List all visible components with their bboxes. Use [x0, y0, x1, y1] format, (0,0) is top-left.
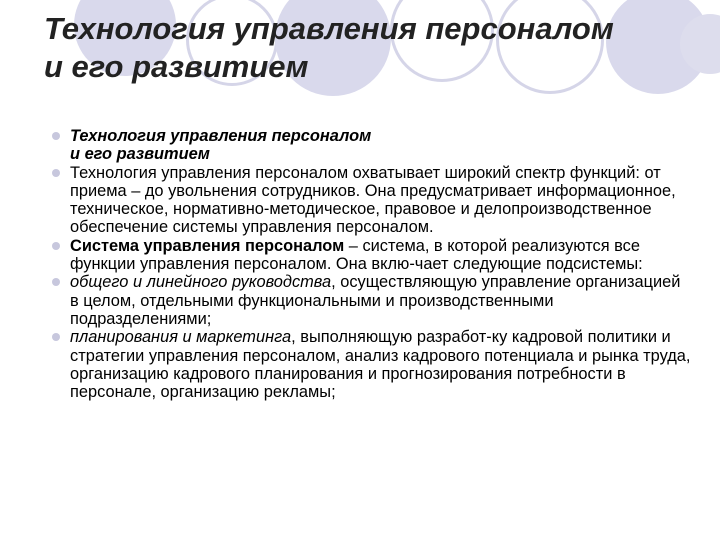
bullet-text: , выполняющую разработ-ку кадровой политики и стратегии управления персоналом, анализ кадрового потенциала и рынка труда, организацию кадрового планирования и прогнозирования потребности в персонале, организацию рекламы;: [70, 328, 691, 402]
slide-title-line1: Технология управления персоналом: [44, 11, 614, 46]
bullet-text: , осуществляющую управление организацией в целом, отдельными функциональными и производственными подразделениями;: [70, 273, 681, 328]
bullet-heading-line1: Технология управления персоналом: [70, 127, 372, 145]
slide-title: [44, 10, 684, 86]
bullet-item: [52, 127, 692, 164]
bullet-item: [52, 164, 692, 237]
slide-title-line2: и его развитием: [44, 49, 309, 84]
bullet-heading-line2: и его развитием: [70, 145, 210, 164]
bullet-item: [52, 237, 692, 274]
bullet-text: Технология управления персоналом охватывает широкий спектр функций: от приема – до увольнения сотрудников. Она предусматривает информационное, техническое, нормативно-методическое, правовое и делопроизводственное обеспечение системы управления персоналом.: [70, 163, 676, 237]
bullet-dot-icon: [52, 169, 60, 177]
slide-content: [52, 127, 692, 401]
bullet-text: – система, в которой реализуются все функции управления персоналом. Она вклю-чает следующие подсистемы:: [70, 236, 643, 274]
bullet-dot-icon: [52, 333, 60, 341]
bullet-item: [52, 273, 692, 328]
bullet-dot-icon: [52, 132, 60, 140]
bullet-emphasis: общего и линейного руководства: [70, 273, 332, 292]
bullet-emphasis: Система управления персоналом: [70, 236, 345, 255]
bullet-item: [52, 328, 692, 401]
bullet-dot-icon: [52, 242, 60, 250]
bullet-emphasis: планирования и маркетинга: [70, 328, 292, 347]
bullet-dot-icon: [52, 278, 60, 286]
